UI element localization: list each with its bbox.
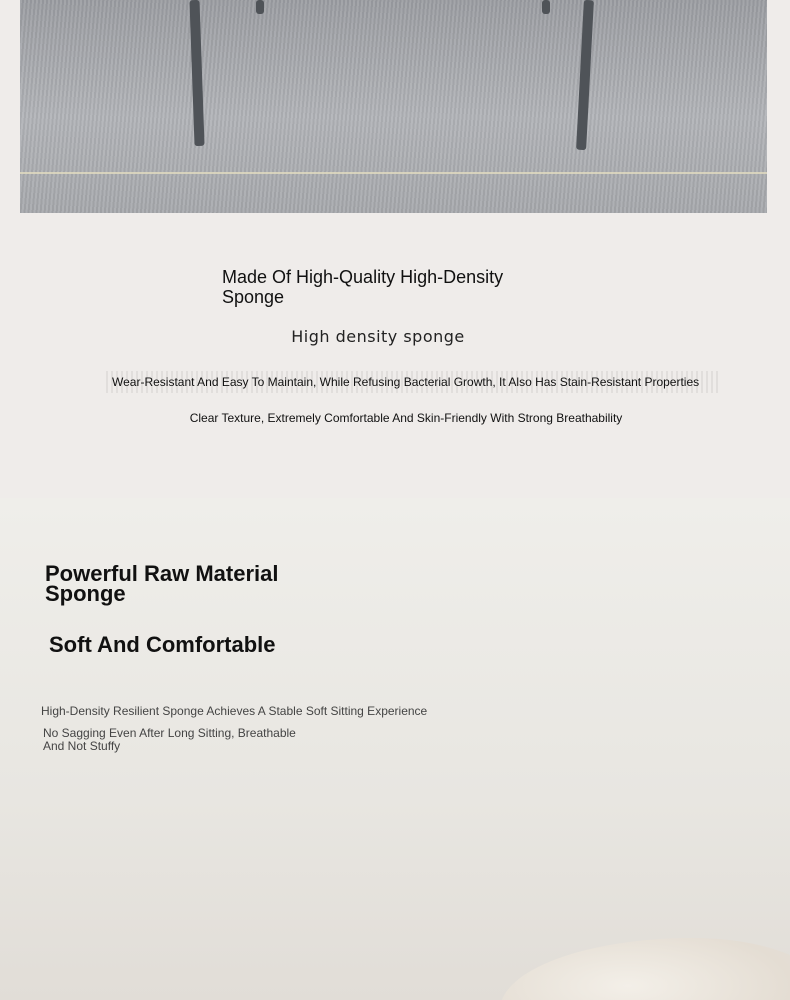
chair-leg-back-right xyxy=(542,0,550,14)
section-subtitle: High density sponge xyxy=(291,327,465,346)
chair-leg-front-left xyxy=(189,0,204,146)
feature-text-wear-resistant: Wear-Resistant And Easy To Maintain, While Refusing Bacterial Growth, It Also Has Stain-Resistant Properties xyxy=(106,371,718,393)
chair-legs-photo xyxy=(20,0,767,216)
floor-edge xyxy=(20,172,767,174)
sponge-quality-section xyxy=(0,213,790,498)
section-title: Powerful Raw Material Sponge xyxy=(45,561,279,606)
chair-leg-back-left xyxy=(256,0,264,14)
raw-material-section xyxy=(0,498,790,1000)
section-subtitle: Soft And Comfortable xyxy=(49,632,276,657)
fabric-cushion-image xyxy=(500,938,790,1000)
chair-leg-front-right xyxy=(576,0,594,150)
feature-text-resilient: High-Density Resilient Sponge Achieves A Stable Soft Sitting Experience xyxy=(41,704,428,718)
feature-text-breathability: Clear Texture, Extremely Comfortable And Skin-Friendly With Strong Breathability xyxy=(189,411,623,425)
feature-text-no-sagging: No Sagging Even After Long Sitting, Breathable And Not Stuffy xyxy=(43,726,296,753)
section-title: Made Of High-Quality High-Density Sponge xyxy=(222,267,504,307)
